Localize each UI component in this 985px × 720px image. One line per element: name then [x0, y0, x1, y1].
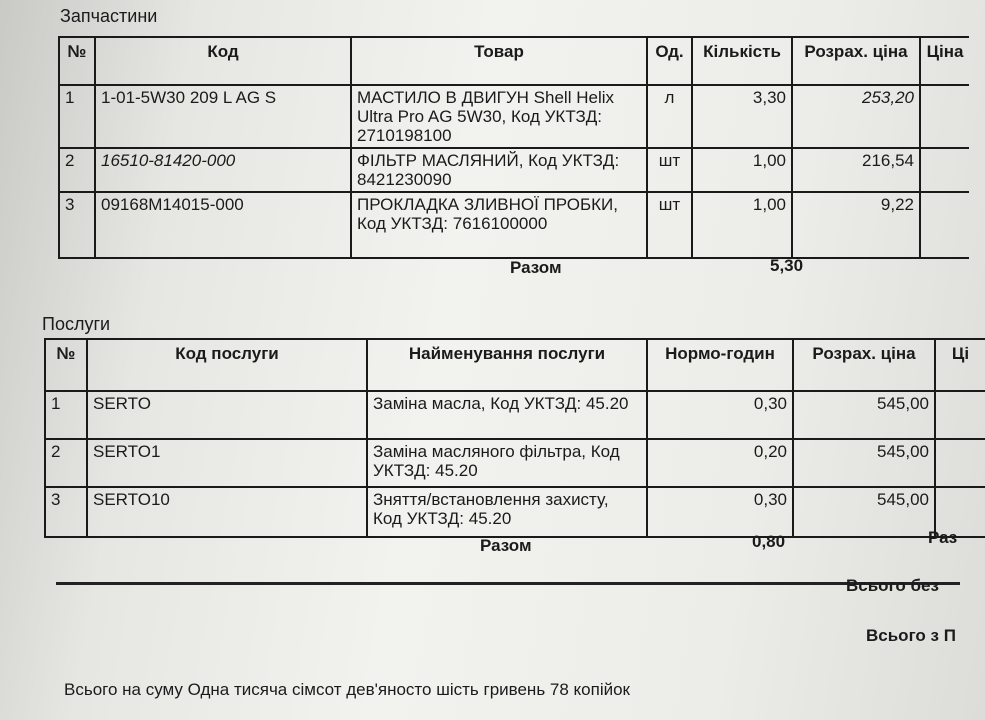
services-total-label: Разом [480, 536, 532, 555]
header-number: № [45, 339, 87, 391]
row-price [920, 148, 969, 192]
amount-in-words: Всього на суму Одна тисяча сімсот дев'яносто шість гривень 78 копійок [64, 680, 630, 699]
row-number: 2 [45, 439, 87, 487]
row-calc-price: 216,54 [792, 148, 920, 192]
row-number: 2 [59, 148, 95, 192]
row-norm-hours: 0,30 [647, 487, 793, 537]
table-row [45, 439, 985, 487]
row-item: МАСТИЛО В ДВИГУН Shell Helix Ultra Pro AG 5W30, Код УКТЗД: 2710198100 [351, 85, 647, 148]
table-row [59, 85, 969, 148]
table-row [45, 487, 985, 537]
row-quantity: 3,30 [692, 85, 792, 148]
row-norm-hours: 0,20 [647, 439, 793, 487]
row-number: 3 [59, 192, 95, 258]
row-number: 1 [45, 391, 87, 439]
row-norm-hours: 0,30 [647, 391, 793, 439]
row-calc-price: 545,00 [793, 439, 935, 487]
header-price: Ціна [920, 37, 969, 85]
row-item: ПРОКЛАДКА ЗЛИВНОЇ ПРОБКИ, Код УКТЗД: 7616100000 [351, 192, 647, 258]
header-service-code: Код послуги [87, 339, 367, 391]
row-service-name: Заміна масляного фільтра, Код УКТЗД: 45.20 [367, 439, 647, 487]
row-service-code: SERTO1 [87, 439, 367, 487]
row-calc-price: 545,00 [793, 391, 935, 439]
services-header-row [45, 339, 985, 391]
services-table [44, 338, 985, 538]
row-service-code: SERTO [87, 391, 367, 439]
row-calc-price: 9,22 [792, 192, 920, 258]
row-price [935, 439, 985, 487]
row-quantity: 1,00 [692, 192, 792, 258]
table-row [45, 391, 985, 439]
row-service-code: SERTO10 [87, 487, 367, 537]
header-calc-price: Розрах. ціна [792, 37, 920, 85]
row-service-name: Заміна масла, Код УКТЗД: 45.20 [367, 391, 647, 439]
row-item: ФІЛЬТР МАСЛЯНИЙ, Код УКТЗД: 8421230090 [351, 148, 647, 192]
row-code: 1-01-5W30 209 L AG S [95, 85, 351, 148]
table-row [59, 148, 969, 192]
row-service-name: Зняття/встановлення захисту, Код УКТЗД: 45.20 [367, 487, 647, 537]
parts-header-row [59, 37, 969, 85]
table-row [59, 192, 969, 258]
row-unit: шт [647, 148, 692, 192]
services-total-cut-label: Раз [928, 528, 958, 547]
parts-table [58, 36, 969, 259]
row-calc-price: 253,20 [792, 85, 920, 148]
header-number: № [59, 37, 95, 85]
row-unit: л [647, 85, 692, 148]
row-calc-price: 545,00 [793, 487, 935, 537]
header-code: Код [95, 37, 351, 85]
summary-divider [56, 582, 960, 585]
row-price [920, 192, 969, 258]
row-number: 3 [45, 487, 87, 537]
header-calc-price: Розрах. ціна [793, 339, 935, 391]
row-price [935, 391, 985, 439]
header-unit: Од. [647, 37, 692, 85]
total-without-vat-label: Всього без [846, 576, 939, 595]
services-section-title: Послуги [42, 314, 111, 334]
header-norm-hours: Нормо-годин [647, 339, 793, 391]
row-price [920, 85, 969, 148]
services-total-hours: 0,80 [752, 532, 786, 551]
header-item: Товар [351, 37, 647, 85]
header-quantity: Кількість [692, 37, 792, 85]
header-price: Ці [935, 339, 985, 391]
header-service-name: Найменування послуги [367, 339, 647, 391]
row-unit: шт [647, 192, 692, 258]
total-with-vat-label: Всього з П [866, 626, 956, 645]
row-quantity: 1,00 [692, 148, 792, 192]
parts-total-quantity: 5,30 [770, 256, 804, 275]
parts-section-title: Запчастини [60, 6, 158, 26]
row-code: 09168M14015-000 [95, 192, 351, 258]
parts-total-label: Разом [510, 258, 562, 277]
row-number: 1 [59, 85, 95, 148]
row-code: 16510-81420-000 [95, 148, 351, 192]
